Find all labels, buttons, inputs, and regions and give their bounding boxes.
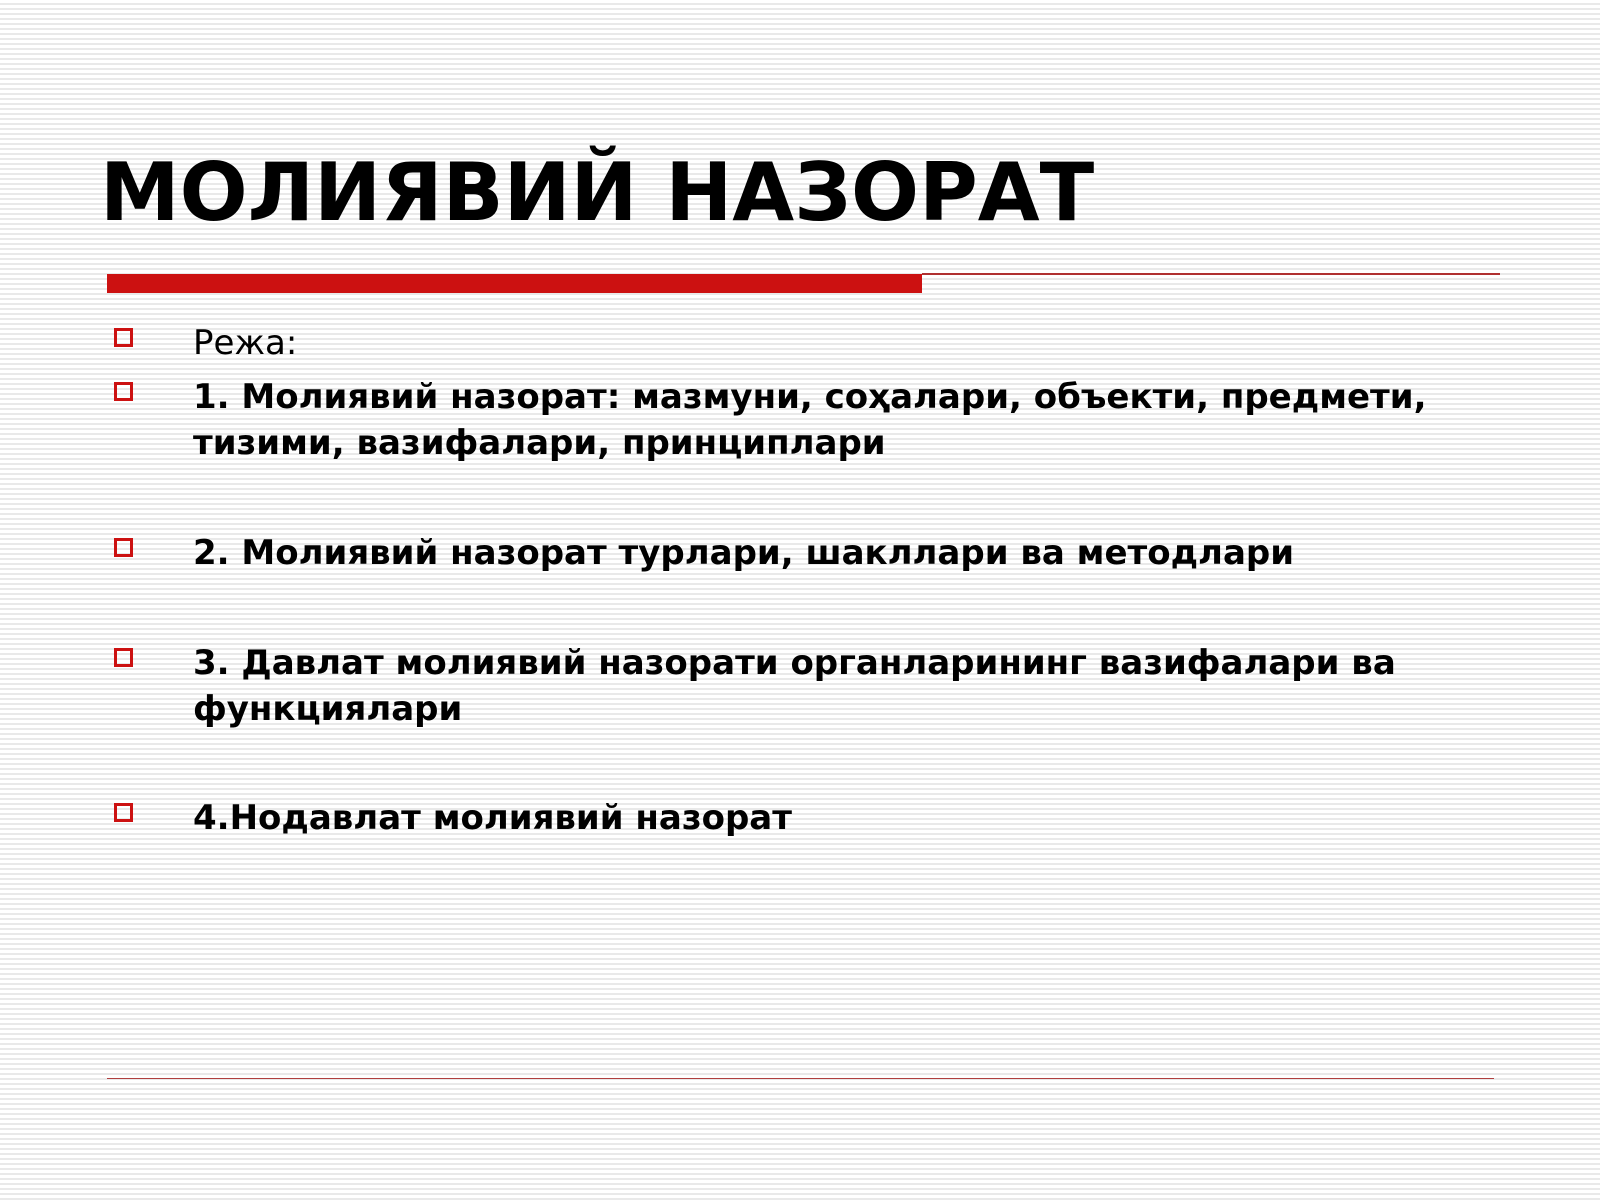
list-item-text: 1. Молиявий назорат: мазмуни, соҳалари, объекти, предмети, тизими, вазифалари, принциплари xyxy=(193,377,1427,463)
hollow-square-icon xyxy=(114,382,133,401)
list-item-text: 3. Давлат молиявий назорати органларининг вазифалари ва функциялари xyxy=(193,643,1396,729)
title-underline-thick xyxy=(107,274,922,293)
slide-title: МОЛИЯВИЙ НАЗОРАТ xyxy=(100,146,1095,239)
footer-divider xyxy=(107,1078,1494,1079)
hollow-square-icon xyxy=(114,538,133,557)
list-item-text: 2. Молиявий назорат турлари, шакллари ва методлари xyxy=(193,533,1295,573)
hollow-square-icon xyxy=(114,648,133,667)
title-underline-thin xyxy=(922,273,1500,275)
hollow-square-icon xyxy=(114,328,133,347)
list-item-text: Режа: xyxy=(193,323,298,363)
list-item-text: 4.Нодавлат молиявий назорат xyxy=(193,798,792,838)
hollow-square-icon xyxy=(114,803,133,822)
